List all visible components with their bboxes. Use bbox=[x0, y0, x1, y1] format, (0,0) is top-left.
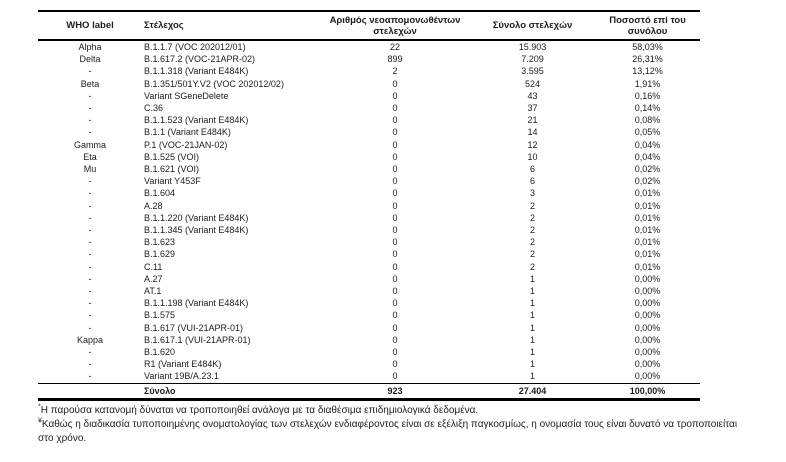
cell-new-isolates: 0 bbox=[392, 322, 398, 333]
cell-strain: B.1.1.198 (Variant E484K) bbox=[144, 298, 249, 309]
cell-total-strains: 6 bbox=[529, 176, 535, 187]
table-row bbox=[38, 370, 700, 383]
table-row bbox=[38, 273, 700, 285]
cell-who-label: - bbox=[88, 310, 92, 321]
cell-total-percent: 100,00% bbox=[629, 385, 666, 396]
footnote-2-text: Καθώς η διαδικασία τυποποιημένης ονοματολογίας των στελεχών ενδιαφέροντος είναι σε εξέλιξη παγκοσμίως, η ονομασία τους είναι δυνατό να τροποποιείται στο χρόνο. bbox=[38, 419, 738, 444]
cell-percent: 0,04% bbox=[634, 151, 661, 162]
cell-percent: 0,00% bbox=[634, 298, 661, 309]
table-row bbox=[38, 102, 700, 114]
cell-who-label: - bbox=[88, 249, 92, 260]
cell-new-isolates: 0 bbox=[392, 212, 398, 223]
cell-percent: 0,08% bbox=[634, 115, 661, 126]
header-row bbox=[38, 11, 700, 40]
cell-new-isolates: 0 bbox=[392, 115, 398, 126]
cell-percent: 0,16% bbox=[634, 90, 661, 101]
cell-new-isolates: 0 bbox=[392, 359, 398, 370]
cell-total-strains: 7.209 bbox=[521, 54, 544, 65]
cell-who-label: Mu bbox=[83, 164, 97, 175]
cell-strain: B.1.351/501Y.V2 (VOC 202012/02) bbox=[144, 78, 284, 89]
cell-strain: P.1 (VOC-21JAN-02) bbox=[144, 139, 228, 150]
cell-total-strains: 3.595 bbox=[521, 66, 544, 77]
cell-total-strains: 1 bbox=[529, 310, 535, 321]
cell-percent: 1,91% bbox=[634, 78, 661, 89]
cell-percent: 0,01% bbox=[634, 261, 661, 272]
table-row bbox=[38, 126, 700, 138]
cell-total-label: Σύνολο bbox=[144, 385, 176, 396]
cell-new-isolates: 0 bbox=[392, 164, 398, 175]
cell-strain: B.1.1.523 (Variant E484K) bbox=[144, 115, 249, 126]
table-row bbox=[38, 40, 700, 53]
cell-who-label: - bbox=[88, 347, 92, 358]
cell-strain: Variant Y453F bbox=[144, 176, 201, 187]
cell-total-strains: 27.404 bbox=[518, 385, 547, 396]
cell-who-label: - bbox=[88, 261, 92, 272]
cell-strain: C.36 bbox=[144, 103, 164, 114]
cell-percent: 0,00% bbox=[634, 371, 661, 382]
cell-strain: A.27 bbox=[144, 273, 163, 284]
footnote-1-text: Η παρούσα κατανομή δύναται να τροποποιηθεί ανάλογα με τα διαθέσιμα επιδημιολογικά δεδομένα. bbox=[40, 405, 479, 416]
table-row bbox=[38, 248, 700, 260]
col-header-strain: Στέλεχος bbox=[144, 20, 184, 31]
footnote-1 bbox=[38, 404, 752, 418]
cell-strain: B.1.604 bbox=[144, 188, 176, 199]
cell-who-label: Eta bbox=[83, 151, 97, 162]
cell-new-isolates: 0 bbox=[392, 334, 398, 345]
cell-new-isolates: 0 bbox=[392, 237, 398, 248]
cell-percent: 0,05% bbox=[634, 127, 661, 138]
cell-new-isolates: 0 bbox=[392, 188, 398, 199]
cell-who-label: - bbox=[88, 273, 92, 284]
cell-total-strains: 1 bbox=[529, 334, 535, 345]
cell-who-label: - bbox=[88, 225, 92, 236]
total-row bbox=[38, 383, 700, 399]
table-row bbox=[38, 322, 700, 334]
table-row bbox=[38, 187, 700, 199]
cell-new-isolates: 0 bbox=[392, 151, 398, 162]
footnote-2-marker: ¥ bbox=[38, 417, 42, 425]
footnote-1-marker: * bbox=[38, 403, 41, 411]
cell-strain: B.1.617.2 (VOC-21APR-02) bbox=[144, 54, 256, 65]
cell-total-strains: 524 bbox=[524, 78, 541, 89]
cell-percent: 13,12% bbox=[632, 66, 663, 77]
cell-percent: 0,00% bbox=[634, 359, 661, 370]
cell-who-label: - bbox=[88, 200, 92, 211]
cell-who-label: - bbox=[88, 176, 92, 187]
cell-new-isolates: 0 bbox=[392, 127, 398, 138]
cell-who-label: - bbox=[88, 286, 92, 297]
cell-new-isolates: 0 bbox=[392, 347, 398, 358]
cell-who-label: - bbox=[88, 298, 92, 309]
cell-new-isolates: 22 bbox=[389, 42, 400, 52]
table-row bbox=[38, 139, 700, 151]
cell-strain: B.1.623 bbox=[144, 237, 176, 248]
cell-strain: Variant 19B/A.23.1 bbox=[144, 371, 219, 382]
cell-total-strains: 6 bbox=[529, 164, 535, 175]
cell-total-strains: 1 bbox=[529, 371, 535, 382]
cell-total-strains: 15.903 bbox=[518, 42, 547, 52]
cell-who-label: - bbox=[88, 188, 92, 199]
table-row bbox=[38, 175, 700, 187]
cell-who-label: - bbox=[88, 103, 92, 114]
cell-new-isolates: 2 bbox=[392, 66, 398, 77]
cell-percent: 0,00% bbox=[634, 310, 661, 321]
cell-new-isolates: 0 bbox=[392, 371, 398, 382]
cell-strain: B.1.617 (VUI-21APR-01) bbox=[144, 322, 244, 333]
cell-total-strains: 1 bbox=[529, 286, 535, 297]
footnotes bbox=[38, 404, 752, 446]
cell-who-label: - bbox=[88, 66, 92, 77]
cell-percent: 0,00% bbox=[634, 334, 661, 345]
cell-total-strains: 3 bbox=[529, 188, 535, 199]
cell-total-strains: 12 bbox=[527, 139, 538, 150]
cell-new-isolates: 0 bbox=[392, 298, 398, 309]
cell-new-isolates: 0 bbox=[392, 78, 398, 89]
cell-strain: B.1.575 bbox=[144, 310, 176, 321]
cell-percent: 0,01% bbox=[634, 200, 661, 211]
table-body bbox=[38, 40, 700, 383]
cell-percent: 26,31% bbox=[632, 54, 663, 65]
cell-strain: B.1.1.7 (VOC 202012/01) bbox=[144, 42, 246, 52]
cell-total-strains: 37 bbox=[527, 103, 538, 114]
cell-percent: 0,00% bbox=[634, 273, 661, 284]
cell-strain: AT.1 bbox=[144, 286, 162, 297]
cell-new-isolates: 0 bbox=[392, 176, 398, 187]
table-row bbox=[38, 334, 700, 346]
cell-strain: B.1.1.345 (Variant E484K) bbox=[144, 225, 249, 236]
cell-percent: 0,00% bbox=[634, 322, 661, 333]
cell-total-new-isolates: 923 bbox=[387, 385, 403, 396]
cell-strain: B.1.1.318 (Variant E484K) bbox=[144, 66, 249, 77]
cell-total-who bbox=[38, 383, 142, 399]
table-row bbox=[38, 151, 700, 163]
table-row bbox=[38, 65, 700, 77]
cell-new-isolates: 0 bbox=[392, 261, 398, 272]
table-row bbox=[38, 346, 700, 358]
table-row bbox=[38, 261, 700, 273]
cell-strain: B.1.629 bbox=[144, 249, 176, 260]
cell-percent: 0,02% bbox=[634, 176, 661, 187]
col-header-new-isolates: Αριθμός νεοαπομονωθέντων στελεχών bbox=[329, 14, 461, 37]
table-row bbox=[38, 224, 700, 236]
cell-total-strains: 10 bbox=[527, 151, 538, 162]
cell-total-strains: 2 bbox=[529, 225, 535, 236]
cell-who-label: Kappa bbox=[76, 334, 104, 345]
cell-percent: 0,00% bbox=[634, 347, 661, 358]
table-row bbox=[38, 297, 700, 309]
cell-percent: 0,01% bbox=[634, 237, 661, 248]
table-row bbox=[38, 53, 700, 65]
cell-total-strains: 21 bbox=[527, 115, 538, 126]
table-row bbox=[38, 90, 700, 102]
cell-who-label: Gamma bbox=[73, 139, 106, 150]
table-row bbox=[38, 78, 700, 90]
cell-total-strains: 14 bbox=[527, 127, 538, 138]
cell-new-isolates: 0 bbox=[392, 286, 398, 297]
cell-who-label: Alpha bbox=[78, 42, 102, 52]
cell-total-strains: 1 bbox=[529, 347, 535, 358]
cell-new-isolates: 0 bbox=[392, 225, 398, 236]
cell-percent: 0,01% bbox=[634, 225, 661, 236]
cell-new-isolates: 0 bbox=[392, 249, 398, 260]
cell-total-strains: 2 bbox=[529, 212, 535, 223]
cell-who-label: - bbox=[88, 212, 92, 223]
cell-new-isolates: 0 bbox=[392, 139, 398, 150]
table-row bbox=[38, 358, 700, 370]
cell-strain: R1 (Variant E484K) bbox=[144, 359, 222, 370]
table-row bbox=[38, 309, 700, 321]
cell-total-strains: 43 bbox=[527, 90, 538, 101]
cell-new-isolates: 0 bbox=[392, 200, 398, 211]
cell-percent: 0,04% bbox=[634, 139, 661, 150]
cell-new-isolates: 0 bbox=[392, 90, 398, 101]
cell-percent: 0,14% bbox=[634, 103, 661, 114]
cell-percent: 0,01% bbox=[634, 249, 661, 260]
cell-strain: B.1.525 (VOI) bbox=[144, 151, 200, 162]
cell-strain: C.11 bbox=[144, 261, 163, 272]
cell-strain: A.28 bbox=[144, 200, 163, 211]
cell-new-isolates: 899 bbox=[387, 54, 403, 65]
cell-percent: 0,00% bbox=[634, 286, 661, 297]
cell-percent: 0,01% bbox=[634, 188, 661, 199]
table-row bbox=[38, 212, 700, 224]
table-row bbox=[38, 236, 700, 248]
cell-total-strains: 1 bbox=[529, 298, 535, 309]
cell-who-label: - bbox=[88, 127, 92, 138]
cell-percent: 58,03% bbox=[632, 42, 663, 52]
cell-who-label: - bbox=[88, 237, 92, 248]
cell-total-strains: 1 bbox=[529, 322, 535, 333]
footnote-2 bbox=[38, 418, 752, 446]
col-header-total-strains: Σύνολο στελεχών bbox=[492, 20, 573, 31]
cell-strain: B.1.621 (VOI) bbox=[144, 164, 200, 175]
table-row bbox=[38, 200, 700, 212]
table-row bbox=[38, 285, 700, 297]
cell-strain: B.1.620 bbox=[144, 347, 176, 358]
cell-who-label: Delta bbox=[79, 54, 101, 65]
cell-who-label: Beta bbox=[80, 78, 100, 89]
cell-total-strains: 1 bbox=[529, 359, 535, 370]
variant-table bbox=[38, 10, 700, 401]
cell-total-strains: 2 bbox=[529, 200, 535, 211]
cell-new-isolates: 0 bbox=[392, 310, 398, 321]
cell-strain: Variant SGeneDelete bbox=[144, 90, 229, 101]
cell-strain: B.1.617.1 (VUI-21APR-01) bbox=[144, 334, 251, 345]
cell-strain: B.1.1 (Variant E484K) bbox=[144, 127, 231, 138]
cell-percent: 0,01% bbox=[634, 212, 661, 223]
cell-total-strains: 2 bbox=[529, 237, 535, 248]
table-row bbox=[38, 163, 700, 175]
cell-total-strains: 1 bbox=[529, 273, 535, 284]
col-header-who-label: WHO label bbox=[66, 20, 114, 31]
cell-who-label: - bbox=[88, 322, 92, 333]
cell-who-label: - bbox=[88, 115, 92, 126]
cell-total-strains: 2 bbox=[529, 261, 535, 272]
cell-strain: B.1.1.220 (Variant E484K) bbox=[144, 212, 249, 223]
cell-who-label: - bbox=[88, 90, 92, 101]
table-row bbox=[38, 114, 700, 126]
cell-new-isolates: 0 bbox=[392, 103, 398, 114]
cell-total-strains: 2 bbox=[529, 249, 535, 260]
cell-percent: 0,02% bbox=[634, 164, 661, 175]
cell-who-label: - bbox=[88, 359, 92, 370]
cell-new-isolates: 0 bbox=[392, 273, 398, 284]
cell-who-label: - bbox=[88, 371, 92, 382]
col-header-percent: Ποσοστό επί του συνόλου bbox=[609, 14, 686, 37]
